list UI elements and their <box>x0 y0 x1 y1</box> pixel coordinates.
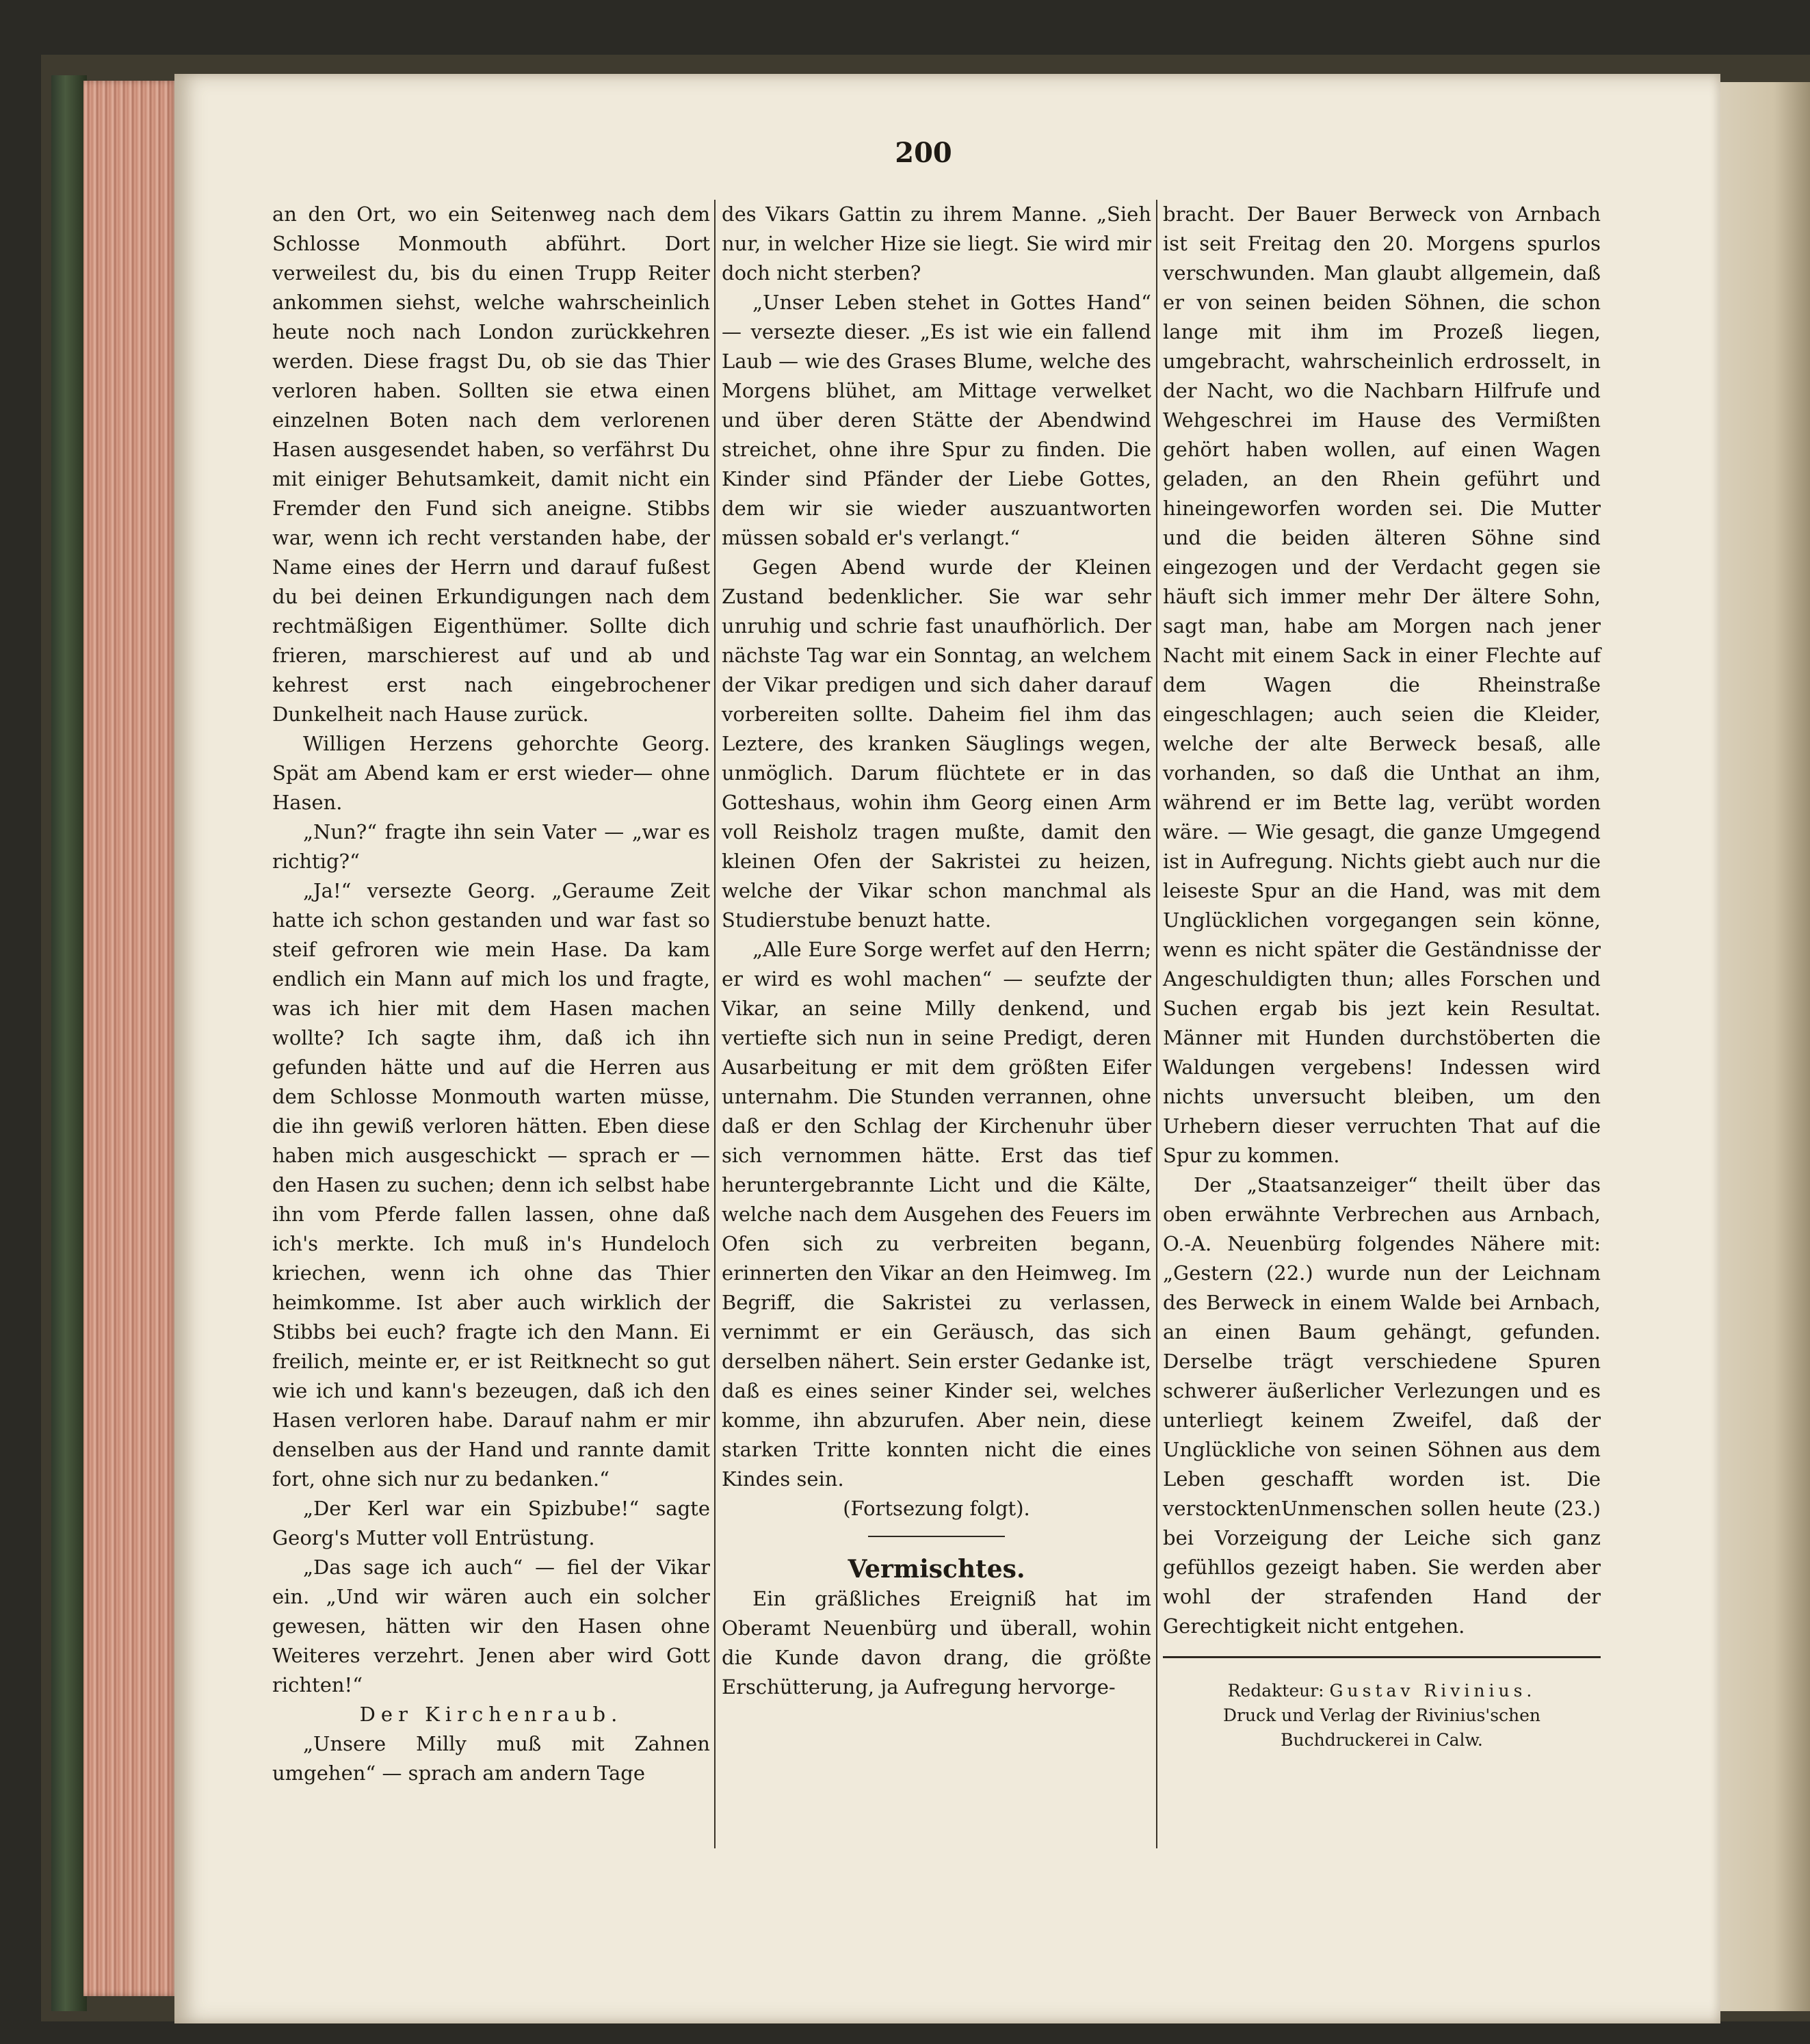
paragraph: Willigen Herzens gehorchte Georg. Spät am Abend kam er erst wieder— ohne Hasen. <box>272 732 710 814</box>
paragraph: Gegen Abend wurde der Kleinen Zustand bedenklicher. Sie war sehr unruhig und schrie fast unaufhörlich. Der nächste Tag war ein Sonntag, an welchem der Vikar predigen und sich daher darauf vorbereiten sollte. Daheim fiel ihm das Leztere, des kranken Säuglings wegen, unmöglich. Darum flüchtete er in das Gotteshaus, wohin ihm Georg einen Arm voll Reisholz tragen mußte, damit den kleinen Ofen der Sakristei zu heizen, welche der Vikar schon manchmal als Studierstube benuzt hatte. <box>722 555 1151 932</box>
paragraph: „Ja!“ versezte Georg. „Geraume Zeit hatte ich schon gestanden und war fast so steif gefroren wie mein Hase. Da kam endlich ein Mann auf mich los und fragte, was ich hier mit dem Hasen machen wollte? Ich sagte ihm, daß ich ihn gefunden hätte und auf die Herren aus dem Schlosse Monmouth warten müsse, die ihn gewiß verloren hätten. Eben diese haben mich ausgeschickt — sprach er — den Hasen zu suchen; denn ich selbst habe ihn vom Pferde fallen lassen, ohne daß ich's merkte. Ich muß in's Hundeloch kriechen, wenn ich ohne das Thier heimkomme. Ist aber auch wirklich der Stibbs bei euch? fragte ich den Mann. Ei freilich, meinte er, er ist Reitknecht so gut wie ich und kann's bezeugen, daß ich den Hasen verloren habe. Darauf nahm er mir denselben aus der Hand und rannte damit fort, ohne sich nur zu bedanken.“ <box>272 879 710 1491</box>
facing-page-edge <box>1720 82 1810 2011</box>
book-cover-spine <box>51 75 87 2011</box>
paragraph: an den Ort, wo ein Seitenweg nach dem Schlosse Monmouth abführt. Dort verweilest du, bis du einen Trupp Reiter ankommen siehst, welche wahrscheinlich heute noch nach London zurückkehren werden. Diese fragst Du, ob sie das Thier verloren haben. Sollten sie etwa einen einzelnen Boten nach dem verlorenen Hasen ausgesendet haben, so verfährst Du mit einiger Behutsamkeit, damit nicht ein Fremder den Fund sich aneigne. Stibbs war, wenn ich recht verstanden habe, der Name eines der Herrn und darauf fußest du bei deinen Erkundigungen nach dem rechtmäßigen Eigenthümer. Sollte dich frieren, marschierest auf und ab und kehrest erst nach eingebrochener Dunkelheit nach Hause zurück. <box>272 202 710 726</box>
story-heading: Der Kirchenraub. <box>359 1703 623 1726</box>
column-1 <box>272 200 710 1788</box>
printer-line: Druck und Verlag der Rivinius'schen Buchdruckerei in Calw. <box>1222 1705 1541 1750</box>
paragraph: „Alle Eure Sorge werfet auf den Herrn; er wird es wohl machen“ — seufzte der Vikar, an seine Milly denkend, und vertiefte sich nun in seine Predigt, deren Ausarbeitung er mit dem größten Eifer unternahm. Die Stunden verrannen, ohne daß er den Schlag der Kirchenuhr über sich vernommen hätte. Erst das tief heruntergebrannte Licht und die Kälte, welche nach dem Ausgehen des Feuers im Ofen sich zu verbreiten begann, erinnerten den Vikar an den Heimweg. Im Begriff, die Sakristei zu verlassen, vernimmt er ein Geräusch, das sich derselben nähert. Sein erster Gedanke ist, daß es eines seiner Kinder sei, welches komme, ihn abzurufen. Aber nein, diese starken Tritte konnten nicht die eines Kindes sein. <box>722 938 1151 1491</box>
column-3 <box>1163 200 1601 1753</box>
paragraph: „Unser Leben stehet in Gottes Hand“ — versezte dieser. „Es ist wie ein fallend Laub — wie des Grases Blume, welche des Morgens blühet, am Mittage verwelket und über deren Stätte der Abendwind streichet, ohne ihre Spur zu finden. Die Kinder sind Pfänder der Liebe Gottes, dem wir sie wieder auszuantworten müssen sobald er's verlangt.“ <box>722 291 1151 549</box>
imprint-rule <box>1163 1656 1601 1658</box>
page-edges <box>83 81 179 1996</box>
paragraph: „Der Kerl war ein Spizbube!“ sagte Georg's Mutter voll Entrüstung. <box>272 1497 710 1549</box>
paragraph: Ein gräßliches Ereigniß hat im Oberamt Neuenbürg und überall, wohin die Kunde davon drang, die größte Erschütterung, ja Aufregung hervorge- <box>722 1587 1151 1699</box>
editor-label: Redakteur: <box>1227 1681 1324 1701</box>
section-title: Vermischtes. <box>848 1555 1025 1584</box>
paragraph: „Nun?“ fragte ihn sein Vater — „war es richtig?“ <box>272 820 710 873</box>
paragraph: „Unsere Milly muß mit Zahnen umgehen“ — sprach am andern Tage <box>272 1732 710 1785</box>
section-rule <box>868 1536 1005 1537</box>
column-divider <box>1156 200 1157 1848</box>
page-number: 200 <box>895 137 952 169</box>
paragraph: Der „Staatsanzeiger“ theilt über das oben erwähnte Verbrechen aus Arnbach, O.-A. Neuenbürg folgendes Nähere mit: „Gestern (22.) wurde nun der Leichnam des Berweck in einem Walde bei Arnbach, an einen Baum gehängt, gefunden. Derselbe trägt verschiedene Spuren schwerer äußerlicher Verlezungen und es unterliegt keinem Zweifel, daß der Unglückliche von seinen Söhnen aus dem Leben geschafft worden ist. Die verstocktenUnmenschen sollen heute (23.) bei Vorzeigung der Leiche sich ganz gefühllos gezeigt haben. Sie werden aber wohl der strafenden Hand der Gerechtigkeit nicht entgehen. <box>1163 1173 1601 1638</box>
column-2 <box>722 200 1151 1702</box>
paragraph: des Vikars Gattin zu ihrem Manne. „Sieh nur, in welcher Hize sie liegt. Sie wird mir doch nicht sterben? <box>722 202 1151 285</box>
paragraph: bracht. Der Bauer Berweck von Arnbach ist seit Freitag den 20. Morgens spurlos verschwunden. Man glaubt allgemein, daß er von seinen beiden Söhnen, die schon lange mit ihm im Prozeß liegen, umgebracht, wahrscheinlich erdrosselt, in der Nacht, wo die Nachbarn Hilfrufe und Wehgeschrei im Hause des Vermißten gehört haben wollen, auf einen Wagen geladen, an den Rhein geführt und hineingeworfen worden sei. Die Mutter und die beiden älteren Söhne sind eingezogen und der Verdacht gegen sie häuft sich immer mehr Der ältere Sohn, sagt man, habe am Morgen nach jener Nacht mit einem Sack in einer Flechte auf dem Wagen die Rheinstraße eingeschlagen; auch seien die Kleider, welche der alte Berweck besaß, alle vorhanden, so daß die Unthat an ihm, während er im Bette lag, verübt worden wäre. — Wie gesagt, die ganze Umgegend ist in Aufregung. Nichts giebt auch nur die leiseste Spur an die Hand, was mit dem Unglücklichen vorgegangen sein könne, wenn es nicht später die Geständnisse der Angeschuldigten thun; alles Forschen und Suchen ergab bis jezt kein Resultat. Männer mit Hunden durchstöberten die Waldungen vergebens! Indessen wird nichts unversucht bleiben, um den Urhebern dieser verruchten That auf die Spur zu kommen. <box>1163 202 1601 1167</box>
continued-note: (Fortsezung folgt). <box>843 1497 1030 1520</box>
paragraph: „Das sage ich auch“ — fiel der Vikar ein. „Und wir wären auch ein solcher gewesen, hätten wir den Hasen ohne Weiteres verzehrt. Jenen aber wird Gott richten!“ <box>272 1556 710 1696</box>
column-divider <box>714 200 716 1848</box>
editor-name: Gustav Rivinius. <box>1329 1681 1536 1701</box>
editor-line <box>1163 1679 1601 1703</box>
